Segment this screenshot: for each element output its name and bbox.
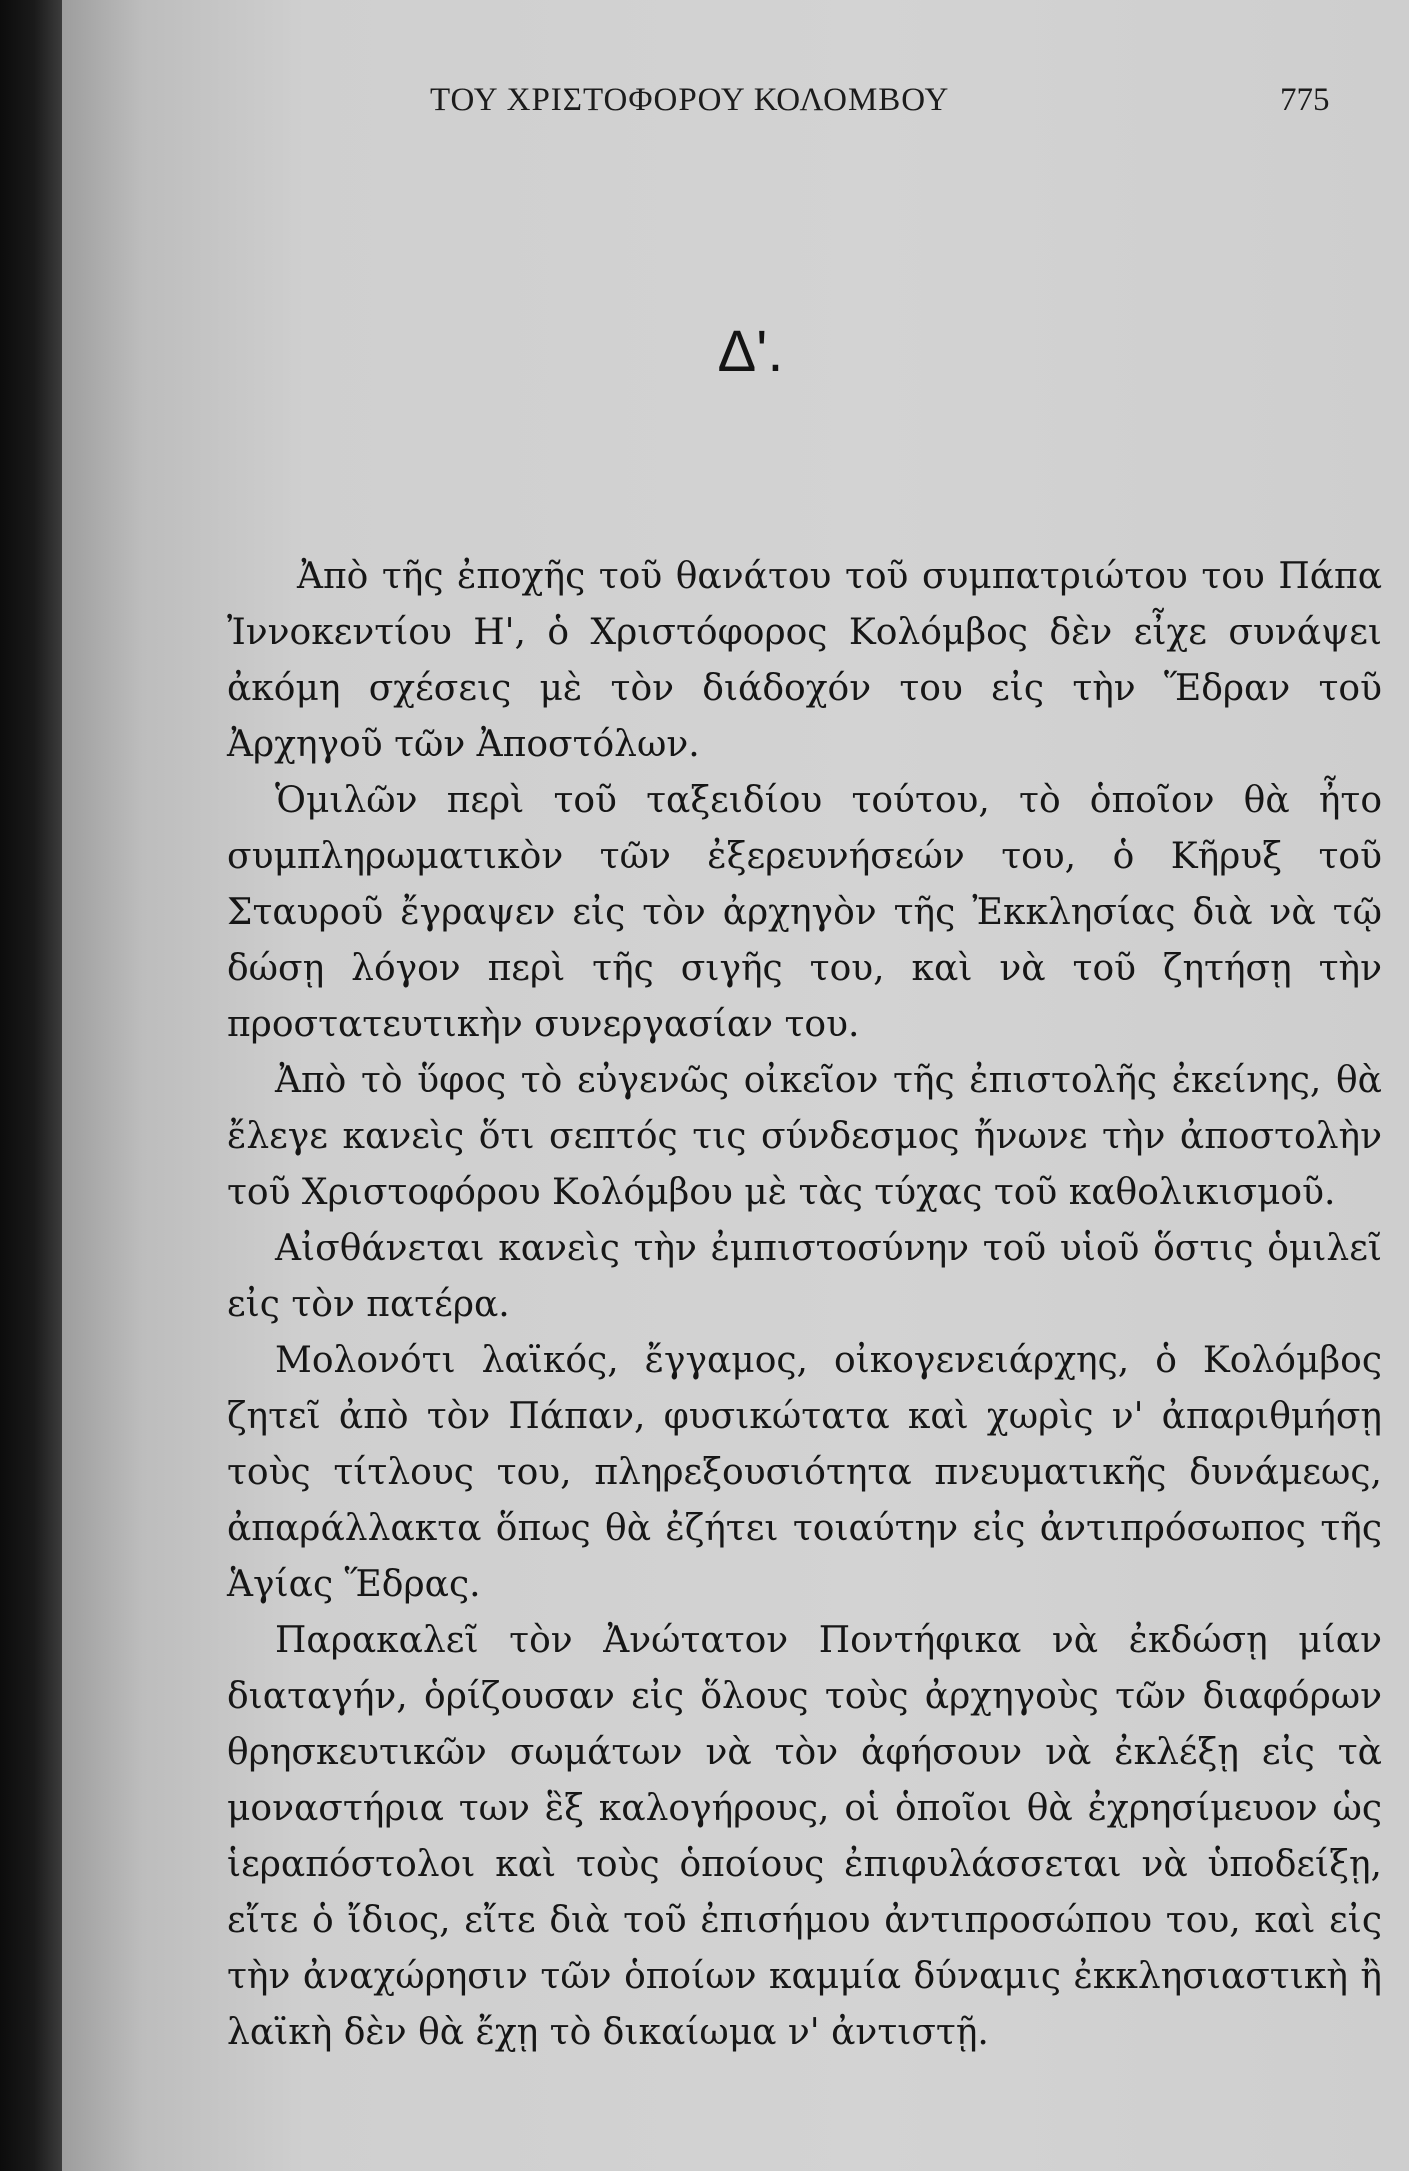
body-text [227, 549, 1382, 2061]
running-title: ΤΟΥ ΧΡΙΣΤΟΦΟΡΟΥ ΚΟΛΟΜΒΟΥ [430, 82, 950, 118]
paragraph: Μολονότι λαϊκός, ἔγγαμος, οἰκογενειάρχης, ὁ Κολόμβος ζητεῖ ἀπὸ τὸν Πάπαν, φυσικώτατα καὶ χωρὶς ν' ἀπαριθμήσῃ τοὺς τίτλους του, πληρεξουσιότητα πνευματικῆς δυνάμεως, ἀπαράλλακτα ὅπως θὰ ἐζήτει τοιαύτην εἰς ἀντιπρόσωπος τῆς Ἁγίας Ἕδρας. [227, 1340, 1382, 1605]
page-header [62, 82, 1409, 142]
paragraph: Ὁμιλῶν περὶ τοῦ ταξειδίου τούτου, τὸ ὁποῖον θὰ ἦτο συμπληρωματικὸν τῶν ἐξερευνήσεών του, ὁ Κῆρυξ τοῦ Σταυροῦ ἔγραψεν εἰς τὸν ἀρχηγὸν τῆς Ἐκκλησίας διὰ νὰ τῷ δώσῃ λόγον περὶ τῆς σιγῆς του, καὶ νὰ τοῦ ζητήσῃ τὴν προστατευτικὴν συνεργασίαν του. [227, 780, 1382, 1045]
page-number: 775 [1280, 82, 1330, 118]
paragraph: Παρακαλεῖ τὸν Ἀνώτατον Ποντήφικα νὰ ἐκδώσῃ μίαν διαταγήν, ὁρίζουσαν εἰς ὅλους τοὺς ἀρχηγοὺς τῶν διαφόρων θρησκευτικῶν σωμάτων νὰ τὸν ἀφήσουν νὰ ἐκλέξῃ εἰς τὰ μοναστήρια των ἓξ καλογήρους, οἱ ὁποῖοι θὰ ἐχρησίμευον ὡς ἱεραπόστολοι καὶ τοὺς ὁποίους ἐπιφυλάσσεται νὰ ὑποδείξῃ, εἴτε ὁ ἴδιος, εἴτε διὰ τοῦ ἐπισήμου ἀντιπροσώπου του, καὶ εἰς τὴν ἀναχώρησιν τῶν ὁποίων καμμία δύναμις ἐκκλησιαστικὴ ἢ λαϊκὴ δὲν θὰ ἔχῃ τὸ δικαίωμα ν' ἀντιστῇ. [227, 1620, 1382, 2053]
paragraph: Αἰσθάνεται κανεὶς τὴν ἐμπιστοσύνην τοῦ υἱοῦ ὅστις ὁμιλεῖ εἰς τὸν πατέρα. [227, 1228, 1382, 1325]
section-heading: Δ'. [717, 319, 784, 384]
book-page [62, 0, 1409, 2171]
paragraph: Ἀπὸ τὸ ὕφος τὸ εὐγενῶς οἰκεῖον τῆς ἐπιστολῆς ἐκείνης, θὰ ἔλεγε κανεὶς ὅτι σεπτός τις σύνδεσμος ἤνωνε τὴν ἀποστολὴν τοῦ Χριστοφόρου Κολόμβου μὲ τὰς τύχας τοῦ καθολικισμοῦ. [227, 1060, 1382, 1213]
paragraph: Ἀπὸ τῆς ἐποχῆς τοῦ θανάτου τοῦ συμπατριώτου του Πάπα Ἰννοκεντίου Η', ὁ Χριστόφορος Κολόμβος δὲν εἶχε συνάψει ἀκόμη σχέσεις μὲ τὸν διάδοχόν του εἰς τὴν Ἕδραν τοῦ Ἀρχηγοῦ τῶν Ἀποστόλων. [227, 556, 1382, 765]
book-binding-edge [0, 0, 62, 2171]
